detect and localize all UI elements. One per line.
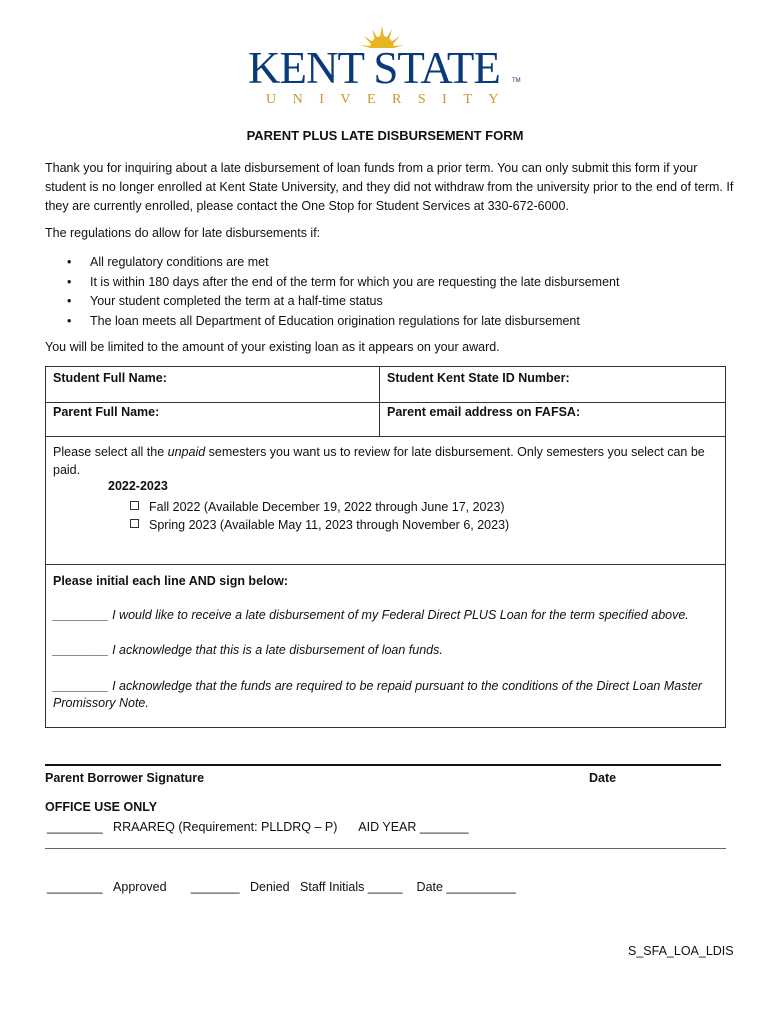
loan-limit-note: You will be limited to the amount of your existing loan as it appears on your award. [45,340,500,354]
checkbox[interactable] [130,501,139,510]
student-name-field[interactable]: Student Full Name: [53,371,167,385]
initial-line-2[interactable]: ________ I acknowledge that this is a late disbursement of loan funds. [53,643,443,657]
list-item: • Your student completed the term at a half-time status [67,294,383,308]
logo-wordmark: KENT STATE [248,43,500,93]
initial-line-3[interactable]: ________ I acknowledge that the funds are required to be repaid pursuant to the conditions of the Direct Loan Master Promissory Note. [53,679,703,710]
form-table [45,366,726,728]
signature-label: Parent Borrower Signature [45,771,205,785]
intro-paragraph: Thank you for inquiring about a late disbursement of loan funds from a prior term. You can only submit this form if your student is no longer enrolled at Kent State University, and they did not withdraw from the university prior to the end of term. If they are currently enrolled, please contact the One Stop for Student Services at 330-672-6000. [45,161,734,213]
office-use-heading: OFFICE USE ONLY [45,800,158,814]
regulations-intro: The regulations do allow for late disbursements if: [45,226,321,240]
parent-email-field[interactable]: Parent email address on FAFSA: [387,405,581,419]
list-item: • It is within 180 days after the end of the term for which you are requesting the late disbursement [67,274,620,289]
student-id-field[interactable]: Student Kent State ID Number: [387,371,570,385]
semester-option-fall[interactable]: Fall 2022 (Available December 19, 2022 through June 17, 2023) [130,500,505,514]
office-decision-row: ________ Approved _______ Denied Staff Initials _____ Date __________ [47,880,516,894]
signature-date-label: Date [589,771,617,785]
initial-line-1[interactable]: ________ I would like to receive a late disbursement of my Federal Direct PLUS Loan for the term specified above. [53,608,689,622]
logo-university: UNIVERSITY [266,92,515,107]
signature-line[interactable] [45,764,721,766]
office-requirement-row: ________ RRAAREQ (Requirement: PLLDRQ – P) AID YEAR _______ [47,820,469,834]
list-item: • The loan meets all Department of Education origination regulations for late disbursement [67,313,580,328]
initials-heading: Please initial each line AND sign below: [53,574,289,588]
kent-state-logo [248,26,520,110]
aid-year-heading: 2022-2023 [108,479,168,493]
semester-option-spring[interactable]: Spring 2023 (Available May 11, 2023 through November 6, 2023) [130,518,509,532]
list-item: • All regulatory conditions are met [67,255,269,269]
conditions-list [62,253,619,331]
form-code: S_SFA_LOA_LDIS [628,944,734,958]
checkbox[interactable] [130,519,139,528]
page-title: PARENT PLUS LATE DISBURSEMENT FORM [246,128,524,143]
logo-trademark: TM [512,78,521,84]
divider [45,848,726,849]
parent-name-field[interactable]: Parent Full Name: [53,405,160,419]
semester-prompt: Please select all the unpaid semesters you want us to review for late disbursement. Only semesters you select can be paid. [53,445,705,477]
